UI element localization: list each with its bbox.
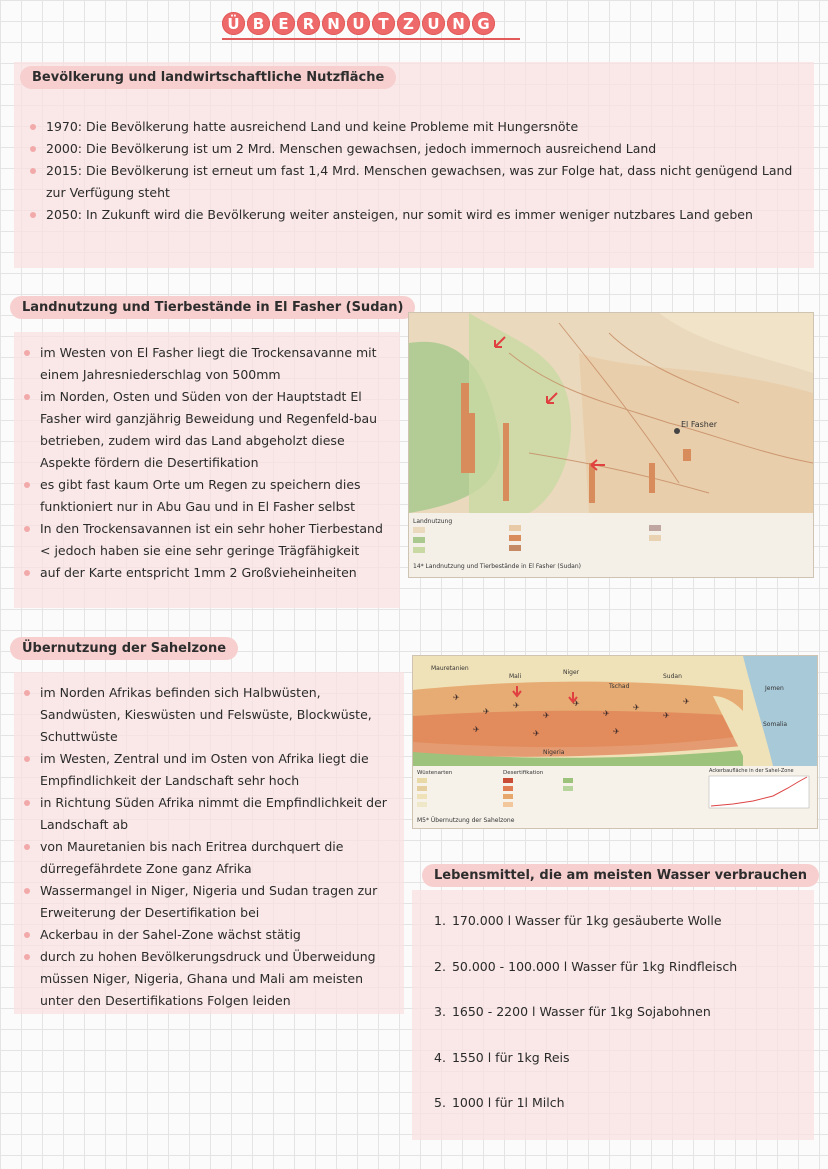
list-text: 1000 l für 1l Milch (451, 1095, 565, 1111)
list-item: 2050: In Zukunft wird die Bevölkerung weiter ansteigen, nur somit wird es immer weniger nutzbares Land geben (46, 204, 796, 226)
list-text: 50.000 - 100.000 l Wasser für 1kg Rindfleisch (451, 958, 738, 974)
svg-text:✈: ✈ (573, 699, 580, 708)
list-item: es gibt fast kaum Orte um Regen zu speichern dies funktioniert nur in Abu Gau und in El Fasher selbst (40, 474, 390, 518)
map-legend-title: Landnutzung (413, 518, 453, 525)
title-letter: B (247, 12, 270, 35)
page-title (222, 12, 495, 35)
sahel-legend-title: Wüstenarten (417, 770, 453, 776)
map-label-somalia: Somalia (763, 721, 788, 728)
sahel-map (412, 655, 818, 829)
list-item (434, 989, 804, 1035)
bullet-icon (24, 888, 30, 894)
map-caption: 14* Landnutzung und Tierbestände in El Fasher (Sudan) (413, 563, 581, 570)
list-item: auf der Karte entspricht 1mm 2 Großvieheinheiten (40, 562, 390, 584)
title-letter: Ü (222, 12, 245, 35)
section-sahel-heading: Übernutzung der Sahelzone (10, 637, 238, 660)
section-sahel-list (40, 682, 398, 1012)
title-letter: R (297, 12, 320, 35)
list-item: in Richtung Süden Afrika nimmt die Empfindlichkeit der Landschaft ab (40, 792, 398, 836)
bullet-icon (24, 570, 30, 576)
map-city-label: El Fasher (681, 420, 718, 429)
bullet-icon (24, 756, 30, 762)
svg-text:✈: ✈ (473, 725, 480, 734)
map-label-mali: Mali (509, 673, 522, 680)
list-item: < jedoch haben sie eine sehr geringe Trägfähigkeit (40, 543, 360, 558)
title-letter: E (272, 12, 295, 35)
sahel-chart-title: Ackerbaufläche in der Sahel-Zone (709, 768, 794, 774)
elfasher-map (408, 312, 814, 578)
map-label-mauretanien: Mauretanien (431, 665, 469, 672)
list-item: im Westen von El Fasher liegt die Trockensavanne mit einem Jahresniederschlag von 500mm (40, 342, 390, 386)
water-list (434, 898, 804, 1126)
sahel-map-caption: M5* Übernutzung der Sahelzone (417, 817, 515, 824)
bullet-icon (24, 954, 30, 960)
bullet-icon (24, 526, 30, 532)
list-item: von Mauretanien bis nach Eritrea durchquert die dürregefährdete Zone ganz Afrika (40, 836, 398, 880)
title-letter: N (447, 12, 470, 35)
svg-text:✈: ✈ (633, 703, 640, 712)
list-number: 1. (434, 913, 446, 929)
elfasher-map-graphic (409, 313, 813, 577)
bullet-icon (30, 212, 36, 218)
svg-text:✈: ✈ (513, 701, 520, 710)
bullet-icon (30, 124, 36, 130)
list-item (434, 1035, 804, 1081)
list-item (434, 944, 804, 990)
list-item: Wassermangel in Niger, Nigeria und Sudan tragen zur Erweiterung der Desertifikation bei (40, 880, 398, 924)
bullet-icon (24, 690, 30, 696)
list-text: 170.000 l Wasser für 1kg gesäuberte Wolle (451, 913, 722, 929)
section-water-heading: Lebensmittel, die am meisten Wasser verbrauchen (422, 864, 819, 887)
svg-text:✈: ✈ (543, 711, 550, 720)
bullet-icon (24, 844, 30, 850)
list-number: 5. (434, 1095, 446, 1111)
svg-text:✈: ✈ (613, 727, 620, 736)
list-item (434, 898, 804, 944)
bullet-icon (24, 394, 30, 400)
list-text: 1550 l für 1kg Reis (451, 1049, 570, 1065)
map-label-sudan: Sudan (663, 673, 682, 680)
list-text: 1650 - 2200 l Wasser für 1kg Sojabohnen (451, 1004, 711, 1020)
bullet-icon (30, 168, 36, 174)
bullet-icon (24, 800, 30, 806)
section-elfasher-heading: Landnutzung und Tierbestände in El Fasher (Sudan) (10, 296, 415, 319)
bullet-icon (30, 146, 36, 152)
list-item: 1970: Die Bevölkerung hatte ausreichend Land und keine Probleme mit Hungersnöte (46, 116, 796, 138)
svg-text:✈: ✈ (683, 697, 690, 706)
sahel-map-graphic (413, 656, 817, 828)
list-item: Ackerbau in der Sahel-Zone wächst stätig (40, 924, 398, 946)
list-item: 2015: Die Bevölkerung ist erneut um fast 1,4 Mrd. Menschen gewachsen, was zur Folge hat, dass nicht genügend Land zur Verfügung steht (46, 160, 796, 204)
title-letter: T (372, 12, 395, 35)
title-letter: Z (397, 12, 420, 35)
list-item: im Westen, Zentral und im Osten von Afrika liegt die Empfindlichkeit der Landschaft sehr hoch (40, 748, 398, 792)
map-label-jemen: Jemen (765, 685, 784, 692)
svg-text:✈: ✈ (603, 709, 610, 718)
list-item: im Norden Afrikas befinden sich Halbwüsten, Sandwüsten, Kieswüsten und Felswüste, Blockwüste, Schuttwüste (40, 682, 398, 748)
title-letter: U (422, 12, 445, 35)
title-underline (222, 38, 520, 40)
title-letter: G (472, 12, 495, 35)
section-population-heading: Bevölkerung und landwirtschaftliche Nutzfläche (20, 66, 396, 89)
svg-text:✈: ✈ (483, 707, 490, 716)
bullet-icon (24, 932, 30, 938)
sahel-legend-desert: Desertifikation (503, 770, 544, 776)
list-item: In den Trockensavannen ist ein sehr hoher Tierbestand (40, 518, 390, 540)
title-letter: N (322, 12, 345, 35)
bullet-icon (24, 482, 30, 488)
list-item: 2000: Die Bevölkerung ist um 2 Mrd. Menschen gewachsen, jedoch immernoch ausreichend Land (46, 138, 796, 160)
map-label-niger: Niger (563, 669, 580, 676)
list-number: 3. (434, 1004, 446, 1020)
section-elfasher-list (40, 342, 390, 584)
title-letter: U (347, 12, 370, 35)
map-label-nigeria: Nigeria (543, 749, 565, 756)
list-item (434, 1080, 804, 1126)
section-population-list (46, 116, 796, 226)
list-item: durch zu hohen Bevölkerungsdruck und Überweidung müssen Niger, Nigeria, Ghana und Mali am meisten unter den Desertifikations Folgen leiden (40, 946, 398, 1012)
bullet-icon (24, 350, 30, 356)
list-number: 4. (434, 1049, 446, 1065)
list-number: 2. (434, 958, 446, 974)
list-item: im Norden, Osten und Süden von der Hauptstadt El Fasher wird ganzjährig Beweidung und Regenfeld-bau betrieben, zudem wird das Land abgeholzt diese Aspekte fördern die Desertifikation (40, 386, 390, 474)
svg-text:✈: ✈ (663, 711, 670, 720)
svg-text:✈: ✈ (533, 729, 540, 738)
svg-text:✈: ✈ (453, 693, 460, 702)
map-label-tschad: Tschad (609, 683, 630, 690)
